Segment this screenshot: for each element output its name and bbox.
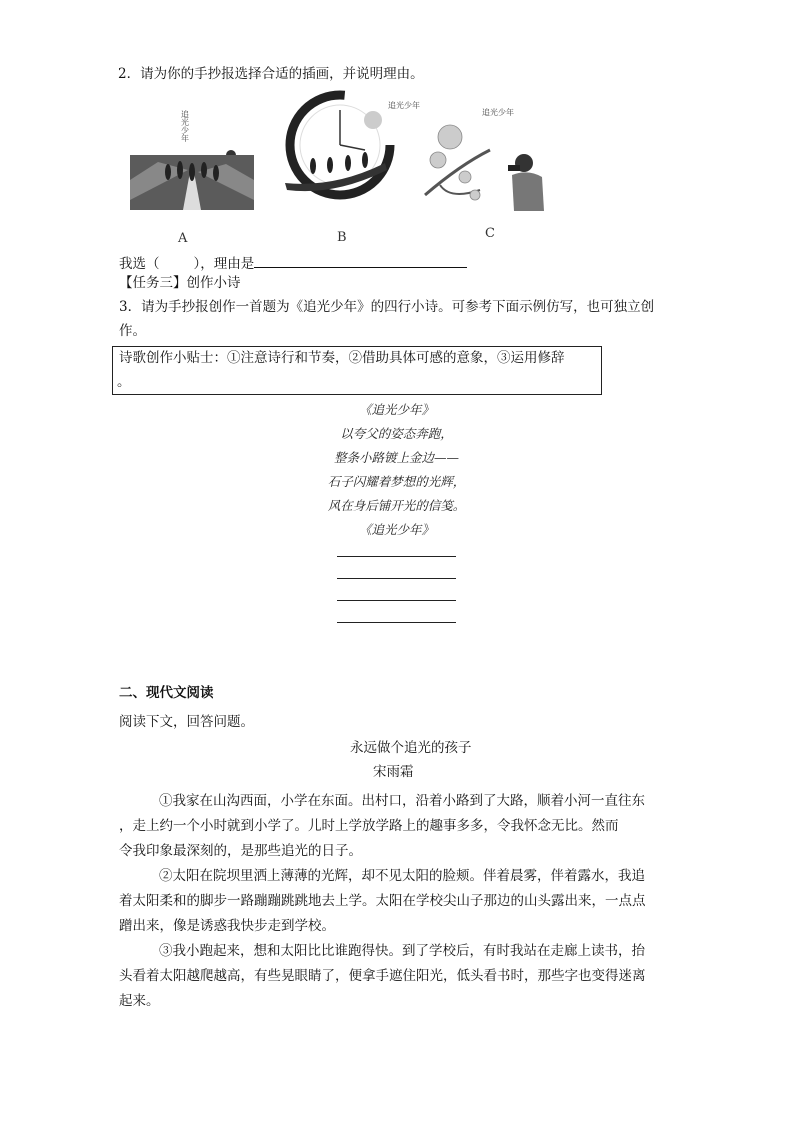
poem-title-2: 《追光少年》 [358, 522, 434, 537]
illustration-a-caption: 追光少年 [180, 110, 190, 142]
question-2: 2．请为你的手抄报选择合适的插画，并说明理由。 [118, 66, 424, 82]
illustration-a[interactable] [128, 100, 256, 215]
question-3-line2: 作。 [119, 323, 146, 339]
poem-title: 《追光少年》 [358, 402, 434, 417]
tip-line2: 。 [117, 374, 131, 390]
reason-blank[interactable] [254, 253, 467, 268]
article-author: 宋雨霜 [373, 764, 414, 780]
choice-mid: ），理由是 [193, 256, 255, 272]
illustration-c-caption: 追光少年 [482, 108, 514, 117]
illustration-b[interactable] [275, 88, 420, 208]
paragraph-1-line: ，走上约一个小时就到小学了。儿时上学放学路上的趣事多多，令我怀念无比。然而 [119, 818, 619, 834]
task3-heading: 【任务三】创作小诗 [119, 275, 241, 291]
poem-line: 石子闪耀着梦想的光辉， [327, 474, 466, 489]
option-c-label: C [485, 226, 495, 241]
poem-blank-line[interactable] [337, 578, 456, 579]
instruction: 阅读下文，回答问题。 [119, 714, 254, 730]
paragraph-2-line: ②太阳在院坝里洒上薄薄的光辉，却不见太阳的脸颊。伴着晨雾，伴着露水，我追 [159, 868, 645, 884]
paragraph-3-line: 起来。 [119, 993, 160, 1009]
poem-line: 风在身后铺开光的信笺。 [327, 498, 466, 513]
option-a-label: A [178, 231, 188, 246]
illustration-b-caption: 追光少年 [388, 101, 420, 110]
question-3-line1: 3．请为手抄报创作一首题为《追光少年》的四行小诗。可参考下面示例仿写，也可独立创 [119, 299, 655, 315]
section-heading: 二、现代文阅读 [119, 685, 214, 701]
choice-line [119, 253, 467, 272]
illustration-c[interactable] [420, 105, 548, 213]
poem-line: 以夸父的姿态奔跑， [340, 426, 453, 441]
paragraph-3-line: ③我小跑起来，想和太阳比比谁跑得快。到了学校后，有时我站在走廊上读书，抬 [159, 943, 645, 959]
option-b-label: B [337, 230, 347, 245]
poem-line: 整条小路镀上金边—— [333, 450, 459, 465]
poem-blank-line[interactable] [337, 622, 456, 623]
paragraph-1-line: ①我家在山沟西面，小学在东面。出村口，沿着小路到了大路，顺着小河一直往东 [159, 793, 645, 809]
poem-blank-line[interactable] [337, 556, 456, 557]
poem-blank-line[interactable] [337, 600, 456, 601]
paragraph-2-line: 着太阳柔和的脚步一路蹦蹦跳跳地去上学。太阳在学校尖山子那边的山头露出来，一点点 [119, 893, 646, 909]
paragraph-3-line: 头看着太阳越爬越高，有些晃眼睛了，便拿手遮住阳光，低头看书时，那些字也变得迷离 [119, 968, 646, 984]
paragraph-2-line: 蹭出来，像是诱惑我快步走到学校。 [119, 918, 335, 934]
tip-line1: 诗歌创作小贴士：①注意诗行和节奏，②借助具体可感的意象，③运用修辞 [119, 350, 565, 366]
article-title: 永远做个追光的孩子 [350, 740, 472, 756]
choice-prefix: 我选（ [119, 256, 160, 272]
paragraph-1-line: 令我印象最深刻的，是那些追光的日子。 [119, 843, 362, 859]
